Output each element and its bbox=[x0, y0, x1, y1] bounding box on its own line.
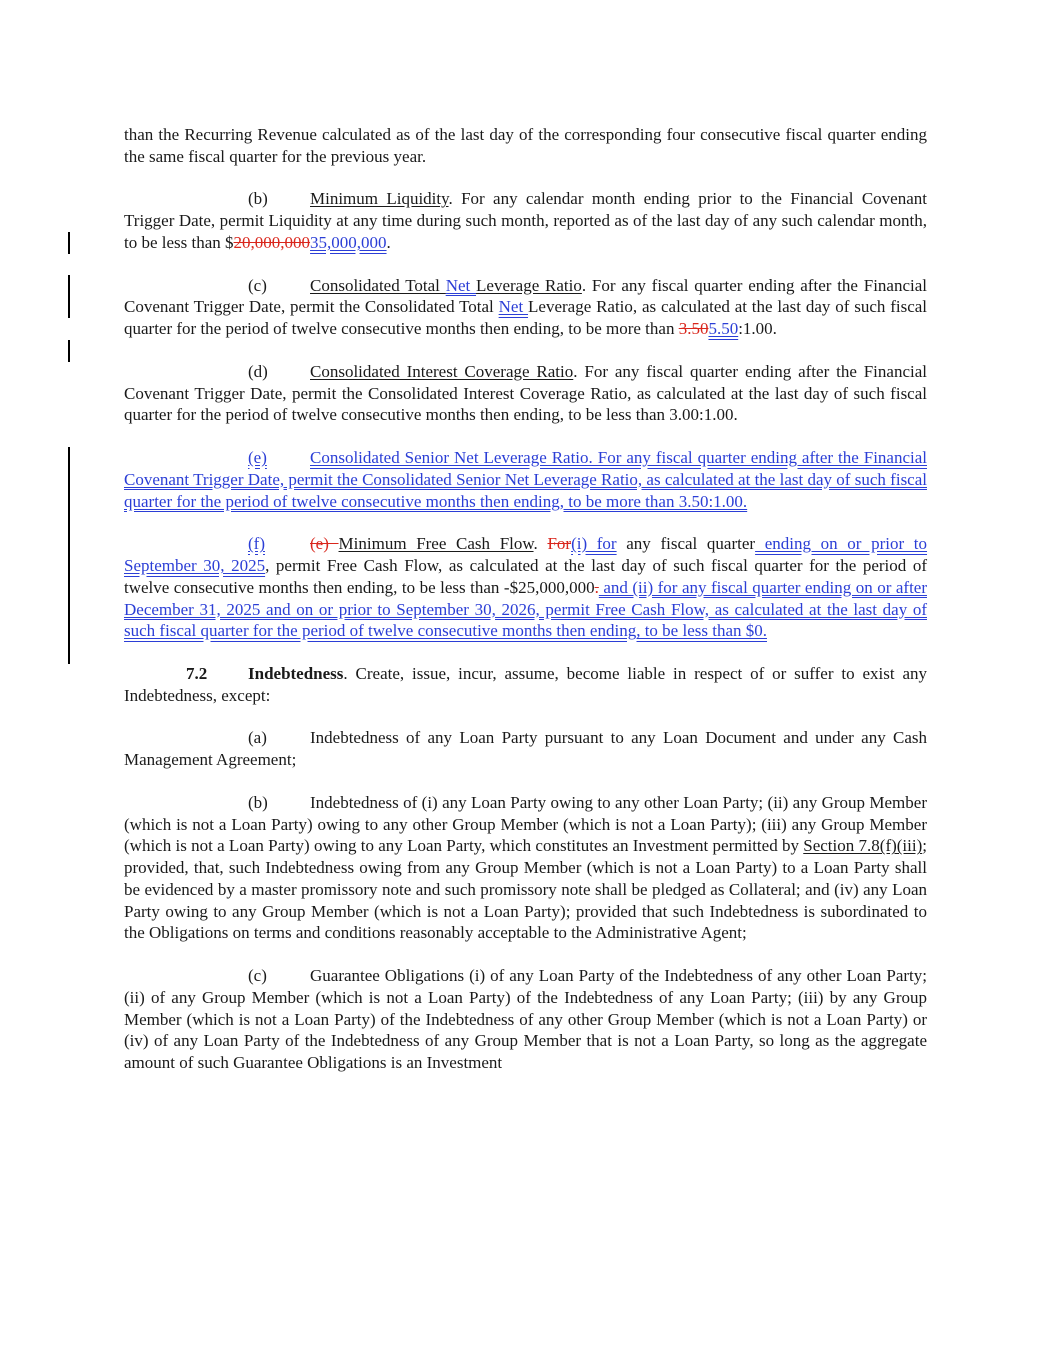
inserted-text: Net bbox=[445, 275, 477, 295]
inserted-text: Consolidated Senior Net Leverage Ratio. For any fiscal quarter ending after the Financial Covenant Trigger Date, permit the Consolidated Senior Net Leverage Ratio, as calculated at the last day of such fiscal quarter for the period of twelve consecutive months then ending, to be more than 3.50:1.00. bbox=[124, 447, 927, 511]
inserted-text: and (ii) for any fiscal quarter ending on or after December 31, 2025 and on or prior to September 30, 2026, permit Free Cash Flow, as calculated at the last day of such fiscal quarter for the period of twelve consecutive months then ending, to be less than $0. bbox=[124, 577, 927, 641]
section-f-free-cash-flow: (f) (e) Minimum Free Cash Flow. For(i) for any fiscal quarter ending on or prior to September 30, 2025, permit Free Cash Flow, as calculated at the last day of such fiscal quarter for the period of twelve consecutive months then ending, to be less than -$25,000,000. and (ii) for any fiscal quarter ending on or after December 31, 2025 and on or prior to September 30, 2026, permit Free Cash Flow, as calculated at the last day of such fiscal quarter for the period of twelve consecutive months then ending, to be less than $0. bbox=[124, 533, 927, 642]
change-bar bbox=[68, 232, 70, 254]
item-number: (c) bbox=[248, 966, 267, 986]
section-c-total-leverage: (c) Consolidated Total Net Leverage Ratio. For any fiscal quarter ending after the Financial Covenant Trigger Date, permit the Consolidated Total Net Leverage Ratio, as calculated at the last day of such fiscal quarter for the period of twelve consecutive months then ending, to be more than 3.505.50:1.00. bbox=[124, 275, 927, 340]
item-number: (b) bbox=[248, 792, 268, 812]
deleted-text: 20,000,000 bbox=[233, 232, 311, 252]
section-7-2-indebtedness: 7.2 Indebtedness. Create, issue, incur, assume, become liable in respect of or suffer to exist any Indebtedness, except: bbox=[124, 663, 927, 705]
section-title: Indebtedness bbox=[248, 663, 344, 683]
inserted-text: (i) for bbox=[571, 534, 617, 554]
item-heading: Consolidated Total Net Leverage Ratio bbox=[310, 275, 582, 295]
change-bar bbox=[68, 275, 70, 319]
inserted-text: ending on or prior to September 30, 2025 bbox=[124, 534, 928, 575]
deleted-text: 3.50 bbox=[678, 319, 709, 339]
deleted-text: For bbox=[547, 534, 572, 554]
item-heading: Consolidated Interest Coverage Ratio bbox=[310, 361, 574, 381]
indebtedness-item-c: (c) Guarantee Obligations (i) of any Loan Party of the Indebtedness of any other Loan Party; (ii) of any Group Member (which is not a Loan Party) of the Indebtedness of any Loan Party; (iii) by any Group Member (which is not a Loan Party) of the Indebtedness of any other Group Member (which is not a Loan Party) or (iv) of any Loan Party of the Indebtedness of any Group Member that is not a Loan Party, so long as the aggregate amount of such Guarantee Obligations is an Investment bbox=[124, 966, 927, 1073]
document-page bbox=[124, 124, 927, 1074]
inserted-text: Net bbox=[498, 297, 529, 317]
section-d-interest-coverage: (d) Consolidated Interest Coverage Ratio. For any fiscal quarter ending after the Financial Covenant Trigger Date, permit the Consolidated Interest Coverage Ratio, as calculated at the last day of such fiscal quarter for the period of twelve consecutive months then ending, to be less than 3.00:1.00. bbox=[124, 361, 927, 425]
item-number: (c) bbox=[248, 275, 267, 295]
deleted-text: (e) bbox=[310, 534, 339, 554]
item-heading: Minimum Liquidity bbox=[310, 189, 449, 209]
deleted-text: . bbox=[594, 577, 599, 597]
indebtedness-item-a: (a) Indebtedness of any Loan Party pursuant to any Loan Document and under any Cash Management Agreement; bbox=[124, 728, 927, 770]
change-bar bbox=[68, 340, 70, 362]
item-number: (d) bbox=[248, 361, 268, 381]
change-bar bbox=[68, 447, 70, 534]
item-number: (a) bbox=[248, 728, 267, 748]
section-b-minimum-liquidity: (b) Minimum Liquidity. For any calendar month ending prior to the Financial Covenant Trigger Date, permit Liquidity at any time during such month, reported as of the last day of any such calendar month, to be less than $20,000,00035,000,000. bbox=[124, 188, 927, 253]
item-number: (e) bbox=[248, 447, 267, 467]
item-number: (b) bbox=[248, 189, 268, 209]
indebtedness-item-b: (b) Indebtedness of (i) any Loan Party owing to any other Loan Party; (ii) any Group Member (which is not a Loan Party) owing to any other Group Member (which is not a Loan Party); (iii) any Group Member (which is not a Loan Party) owing to any Loan Party, which constitutes an Investment permitted by Section 7.8(f)(iii); provided, that, such Indebtedness owing from any Group Member (which is not a Loan Party) to a Loan Party shall be evidenced by a master promissory note and such promissory note shall be pledged as Collateral; and (iv) any Loan Party owing to any Group Member (which is not a Loan Party); provided that such Indebtedness is subordinated to the Obligations on terms and conditions reasonably acceptable to the Administrative Agent; bbox=[124, 792, 927, 943]
intro-paragraph bbox=[124, 124, 927, 168]
section-number: 7.2 bbox=[186, 663, 208, 683]
change-bar bbox=[68, 533, 70, 664]
inserted-text: 35,000,000 bbox=[310, 232, 387, 252]
section-reference: Section 7.8(f)(iii) bbox=[803, 836, 923, 856]
inserted-text: 5.50 bbox=[708, 319, 739, 339]
item-heading: Minimum Free Cash Flow bbox=[338, 534, 534, 554]
item-number: (f) bbox=[248, 534, 265, 554]
section-e-senior-leverage bbox=[124, 447, 927, 512]
intro-text: than the Recurring Revenue calculated as of the last day of the corresponding four consecutive fiscal quarter ending the same fiscal quarter for the previous year. bbox=[124, 125, 927, 166]
